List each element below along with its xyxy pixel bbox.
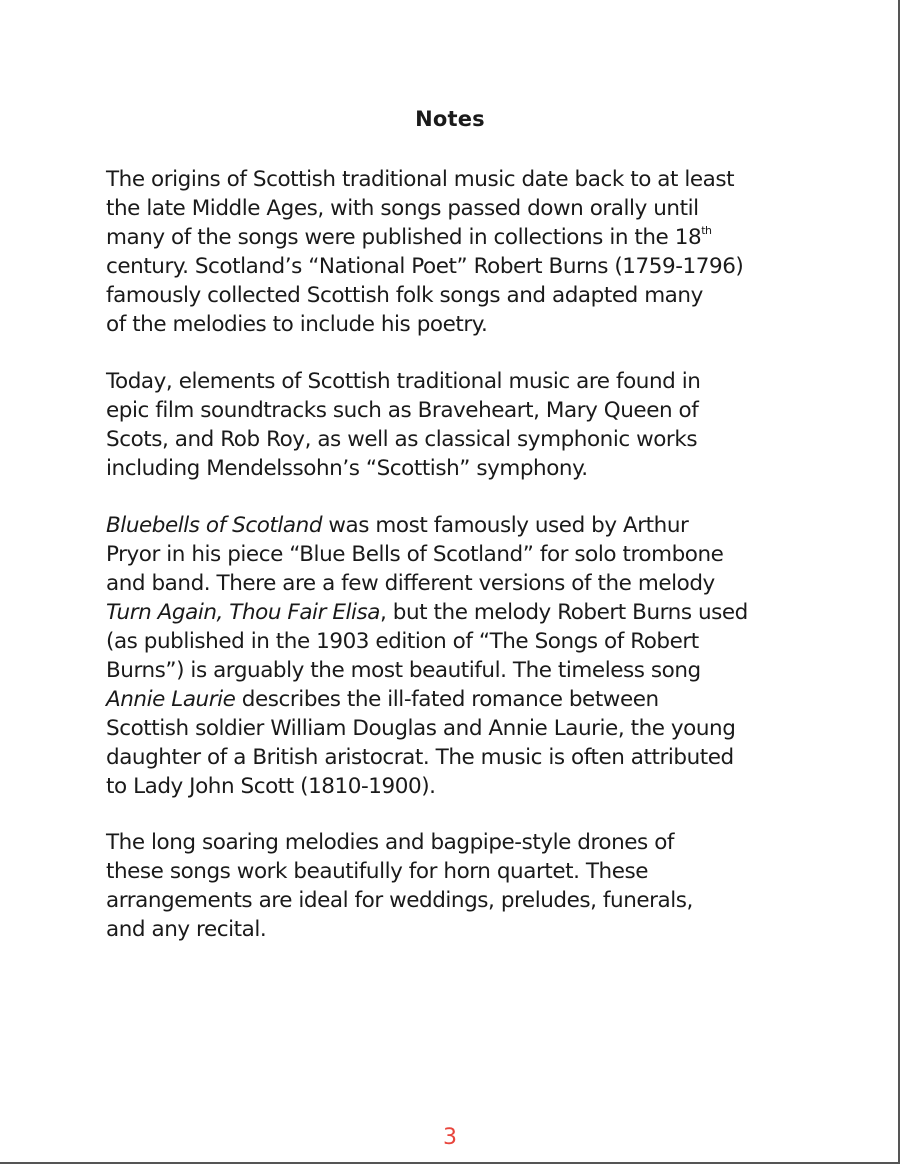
song-title-italic: Annie Laurie — [106, 687, 236, 712]
text-line: epic film soundtracks such as Braveheart, Mary Queen of — [106, 398, 699, 423]
text-line-part: , but the melody Robert Burns used — [380, 600, 748, 625]
text-line: Today, elements of Scottish traditional music are found in — [106, 369, 701, 394]
text-line: The origins of Scottish traditional music date back to at least — [106, 167, 735, 192]
text-line — [106, 511, 748, 540]
paragraph-songs — [106, 511, 748, 801]
paragraph-origins — [106, 165, 743, 339]
text-line: famously collected Scottish folk songs and adapted many — [106, 283, 703, 308]
text-line: (as published in the 1903 edition of “The Songs of Robert — [106, 629, 699, 654]
text-line: the late Middle Ages, with songs passed down orally until — [106, 196, 699, 221]
text-line-part: many of the songs were published in collections in the 18 — [106, 225, 702, 250]
text-line: and any recital. — [106, 917, 267, 942]
text-line — [106, 223, 743, 252]
text-line: century. Scotland’s “National Poet” Robert Burns (1759-1796) — [106, 254, 744, 279]
text-line: Burns”) is arguably the most beautiful. The timeless song — [106, 658, 701, 683]
text-line: including Mendelssohn’s “Scottish” symphony. — [106, 456, 588, 481]
superscript: th — [701, 224, 712, 237]
text-line-part: describes the ill-fated romance between — [235, 687, 659, 712]
text-line: The long soaring melodies and bagpipe-style drones of — [106, 830, 675, 855]
text-line: Scots, and Rob Roy, as well as classical symphonic works — [106, 427, 698, 452]
page-number: 3 — [443, 1125, 457, 1150]
text-line — [106, 685, 748, 714]
text-line: to Lady John Scott (1810-1900). — [106, 774, 436, 799]
song-title-italic: Bluebells of Scotland — [106, 513, 323, 538]
text-line: of the melodies to include his poetry. — [106, 312, 488, 337]
text-line-part: was most famously used by Arthur — [322, 513, 689, 538]
text-line: daughter of a British aristocrat. The music is often attributed — [106, 745, 734, 770]
text-line: Scottish soldier William Douglas and Annie Laurie, the young — [106, 716, 736, 741]
text-line: arrangements are ideal for weddings, preludes, funerals, — [106, 888, 693, 913]
paragraph-arrangements — [106, 828, 693, 944]
page-title: Notes — [415, 107, 485, 131]
text-line: and band. There are a few different versions of the melody — [106, 571, 715, 596]
text-line: Pryor in his piece “Blue Bells of Scotland” for solo trombone — [106, 542, 724, 567]
paragraph-today — [106, 367, 700, 483]
song-title-italic: Turn Again, Thou Fair Elisa — [106, 600, 381, 625]
text-line — [106, 598, 748, 627]
text-line: these songs work beautifully for horn quartet. These — [106, 859, 649, 884]
